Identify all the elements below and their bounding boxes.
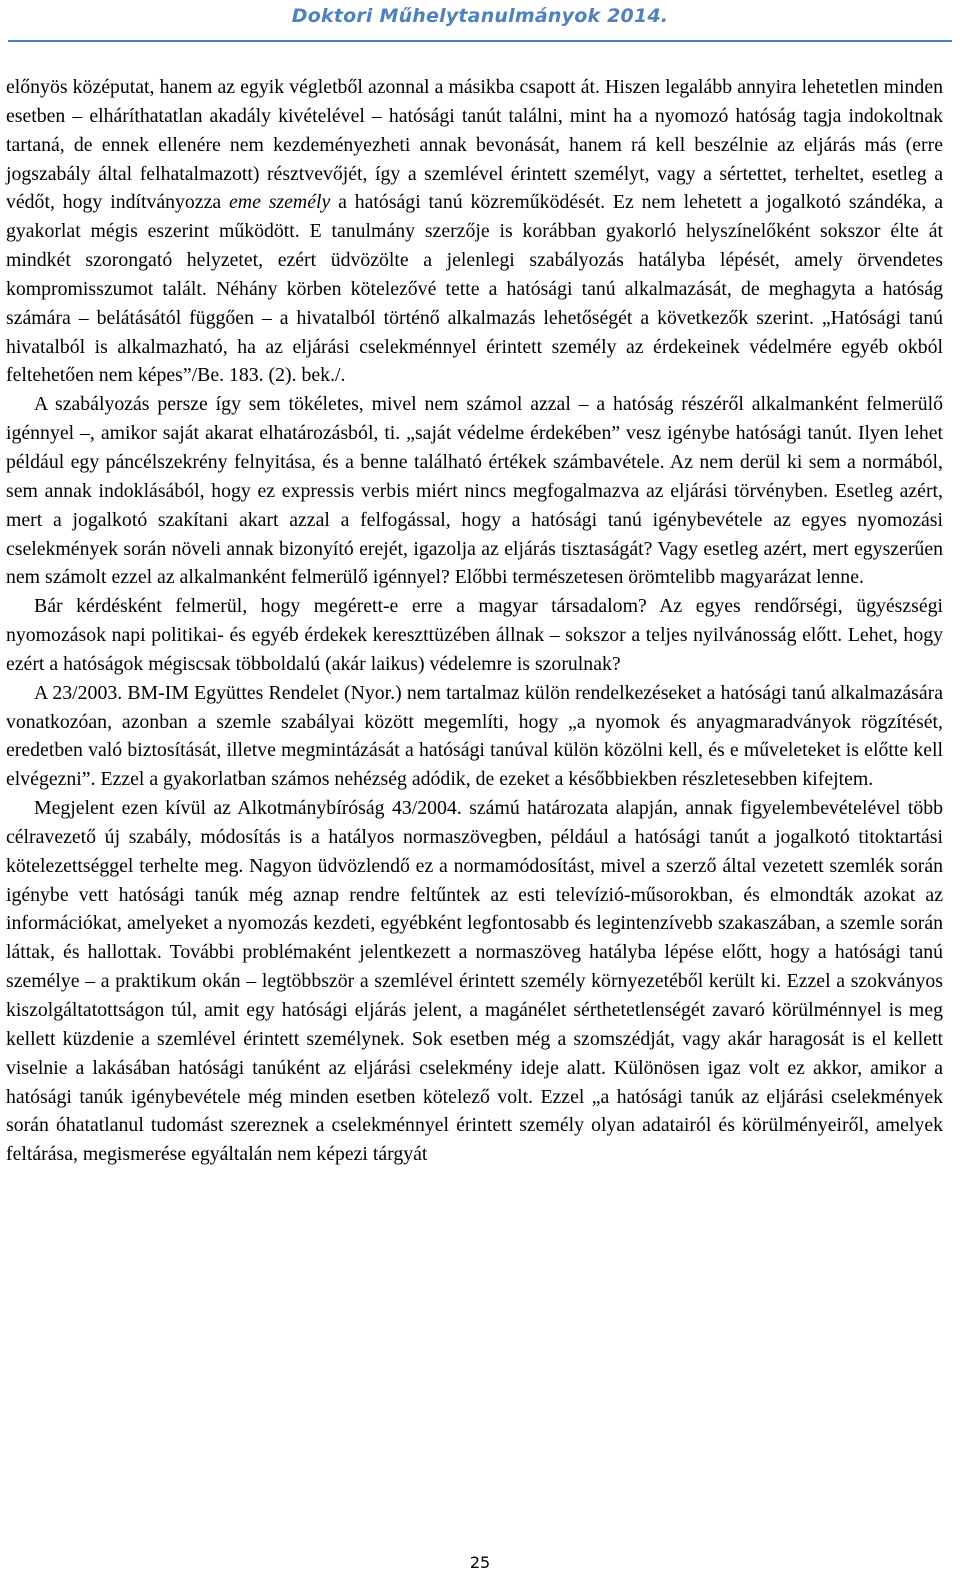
paragraph-1-text-b: a hatósági tanú közreműködését. Ez nem lehetett a jogalkotó szándéka, a gyakorlat mégis eszerint működött. E tanulmány szerzője is korábban gyakorló helyszínelőként sokszor élte át mindkét szorongató helyzetet, ezért üdvözölte a jelenlegi szabályozás hatályba lépését, amely örvendetes kompromisszumot talált. Néhány körben kötelezővé tette a hatósági tanú alkalmazását, de meghagyta a hatóság számára – belátásától függően – a hivatalból történő alkalmazás lehetőségét a következők szerint. „Hatósági tanú hivatalból is alkalmazható, ha az eljárási cselekménnyel érintett személy az érdekeinek védelmére egyéb okból feltehetően nem képes”/Be. 183. (2). bek./. <box>6 191 943 387</box>
paragraph-1-text-a: előnyös középutat, hanem az egyik végletből azonnal a másikba csapott át. Hiszen legalább annyira lehetetlen minden esetben – elháríthatatlan akadály kivételével – hatósági tanút találni, mint ha a nyomozó hatóság tagja indokoltnak tartaná, de ennek ellenére nem kezdeményezheti annak bevonását, hanem rá kell beszélnie az eljárás más (erre jogszabály által felhatalmazott) résztvevőjét, így a szemlével érintett személyt, vagy a sértettet, terheltet, esetleg a védőt, hogy indítványozza <box>6 76 943 214</box>
page-number: 25 <box>469 1553 491 1572</box>
document-body <box>6 73 943 1169</box>
journal-title: Doktori Műhelytanulmányok 2014. <box>291 5 669 27</box>
paragraph-4: A 23/2003. BM-IM Együttes Rendelet (Nyor.) nem tartalmaz külön rendelkezéseket a hatósági tanú alkalmazására vonatkozóan, azonban a szemle szabályai között megemlíti, hogy „a nyomok és anyagmaradványok rögzítését, eredetben való biztosítását, illetve megmintázását a hatósági tanúval külön közölni kell, és e műveleteket is előtte kell elvégezni”. Ezzel a gyakorlatban számos nehézség adódik, de ezeket a későbbiekben részletesebben kifejtem. <box>6 681 943 791</box>
paragraph-2: A szabályozás persze így sem tökéletes, mivel nem számol azzal – a hatóság részéről alkalmanként felmerülő igénnyel –, amikor saját akarat elhatározásból, ti. „saját védelme érdekében” vesz igénybe hatósági tanút. Ilyen lehet például egy páncélszekrény felnyitása, és a benne található értékek számbavétele. Az nem derül ki sem a normából, sem annak indoklásából, hogy ez expressis verbis miért nincs megfogalmazva az eljárási törvényben. Esetleg azért, mert a jogalkotó szakítani akart azzal a felfogással, hogy a hatósági tanú igénybevétele az egyes nyomozási cselekmények során növeli annak bizonyító erejét, igazolja az eljárás tisztaságát? Vagy esetleg azért, mert egyszerűen nem számolt ezzel az alkalmanként felmerülő igénnyel? Előbbi természetesen örömtelibb magyarázat lenne. <box>6 393 943 589</box>
paragraph-1-emphasis: eme személy <box>229 191 331 214</box>
paragraph-3: Bár kérdésként felmerül, hogy megérett-e erre a magyar társadalom? Az egyes rendőrségi, ügyészségi nyomozások napi politikai- és egyéb érdekek kereszttüzében állnak – sokszor a teljes nyilvánosság előtt. Lehet, hogy ezért a hatóságok mégiscsak többoldalú (akár laikus) védelemre is szorulnak? <box>6 595 943 675</box>
running-header <box>0 5 960 27</box>
header-divider <box>8 40 952 42</box>
paragraph-1 <box>6 73 943 390</box>
paragraph-5: Megjelent ezen kívül az Alkotmánybíróság 43/2004. számú határozata alapján, annak figyelembevételével több célravezető új szabály, módosítás is a hatályos normaszövegben, például a hatósági tanút a jogalkotó titoktartási kötelezettséggel terhelte meg. Nagyon üdvözlendő ez a normamódosítást, mivel a szerző által vezetett szemlék során igénybe vett hatósági tanúk még aznap rendre feltűntek az esti televízió-műsorokban, és elmondták azokat az információkat, amelyeket a nyomozás kezdeti, egyébként legfontosabb és legintenzívebb szakaszában, a szemle során láttak, és hallottak. További problémaként jelentkezett a normaszöveg hatályba lépése előtt, hogy a hatósági tanú személye – a praktikum okán – legtöbbször a szemlével érintett személy környezetéből került ki. Ezzel a szokványos kiszolgáltatottságon túl, amit egy hatósági eljárás jelent, a magánélet sérthetetlenségét zavaró körülménnyel is meg kellett küzdenie a szemlével érintett személynek. Sok esetben még a szomszédját, vagy akár haragosát is el kellett viselnie a lakásában hatósági tanúként az eljárási cselekmény ideje alatt. Különösen igaz volt ez akkor, amikor a hatósági tanúk igénybevétele még minden esetben kötelező volt. Ezzel „a hatósági tanúk az eljárási cselekmények során óhatatlanul tudomást szereznek a cselekménnyel érintett személy olyan adatairól és körülményeiről, amelyek feltárása, megismerése egyáltalán nem képezi tárgyát <box>6 797 943 1166</box>
